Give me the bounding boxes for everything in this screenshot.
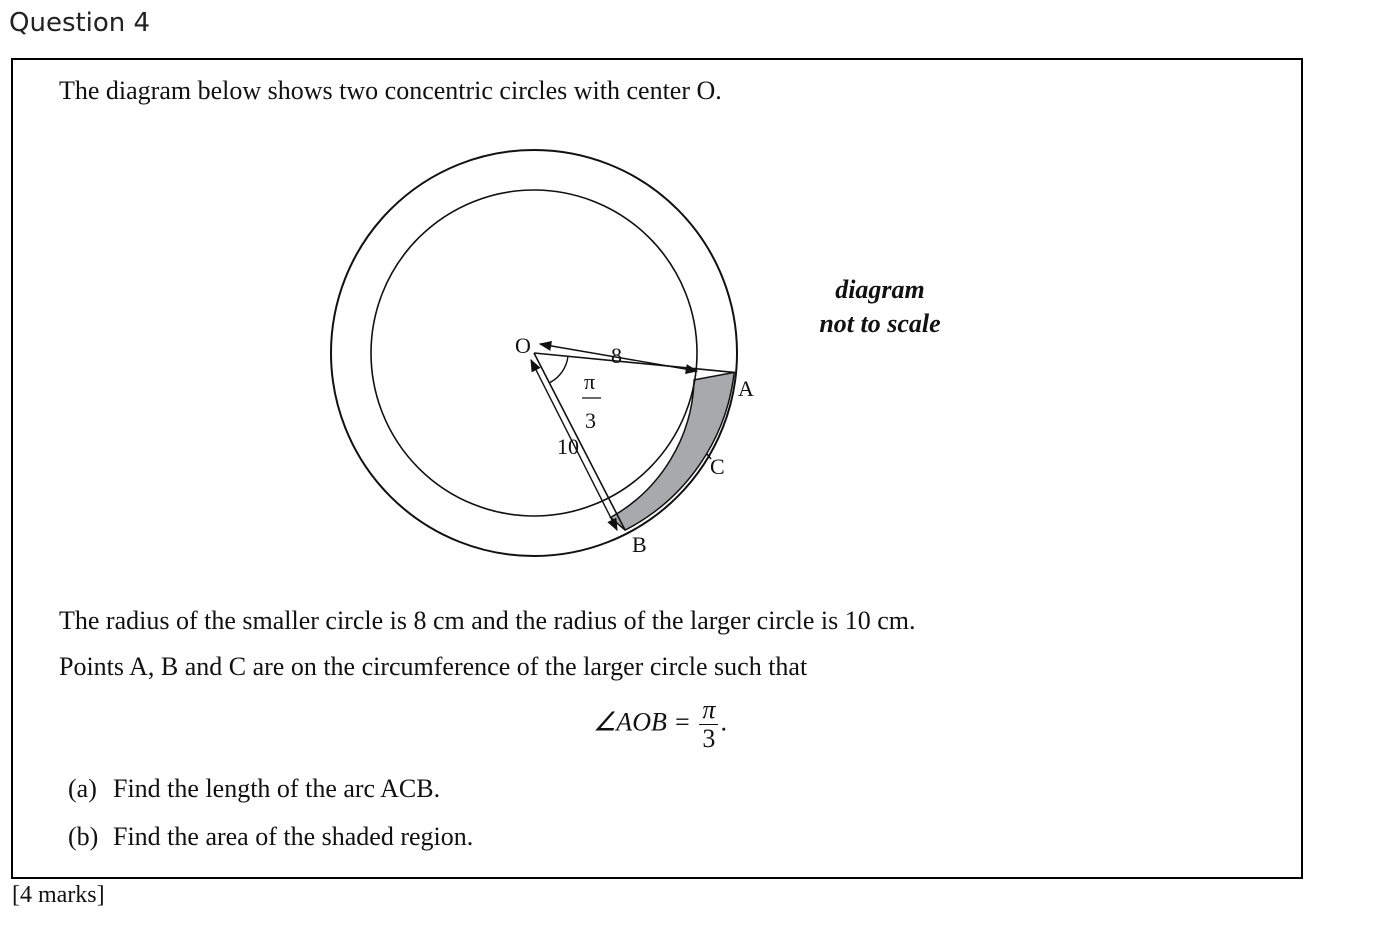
angle-arc [549,356,568,383]
radius-OB [534,353,625,530]
formula-fraction [699,696,718,753]
part-a [68,774,473,804]
angle-denominator: 3 [585,408,596,433]
formula-numerator: π [699,696,718,725]
part-b [68,822,473,852]
label-A: A [738,376,754,401]
formula-end: . [720,707,727,737]
angle-formula [593,696,727,753]
note-line2: not to scale [819,309,941,338]
note-line1: diagram [835,275,925,304]
question-box [11,58,1303,879]
part-b-label: (b) [68,822,99,851]
shaded-region [611,372,735,530]
question-parts [68,774,473,870]
question-heading: Question 4 [9,8,151,38]
label-large-radius: 10 [557,434,579,459]
label-B: B [632,532,647,557]
marks-label: [4 marks] [12,882,105,908]
part-b-text: Find the area of the shaded region. [113,822,474,851]
points-text: Points A, B and C are on the circumference of the larger circle such that [59,652,808,681]
formula-lhs: ∠AOB = [593,707,691,737]
formula-denominator: 3 [702,724,716,753]
part-a-label: (a) [68,774,97,803]
label-C: C [710,454,725,479]
intro-text: The diagram below shows two concentric circles with center O. [59,76,722,105]
label-O: O [515,333,531,358]
label-small-radius: 8 [611,343,622,368]
part-a-text: Find the length of the arc ACB. [113,774,441,803]
concentric-circles-diagram [13,60,1301,877]
angle-numerator: π [584,369,596,394]
radius-text: The radius of the smaller circle is 8 cm and the radius of the larger circle is 10 cm. [59,606,916,635]
